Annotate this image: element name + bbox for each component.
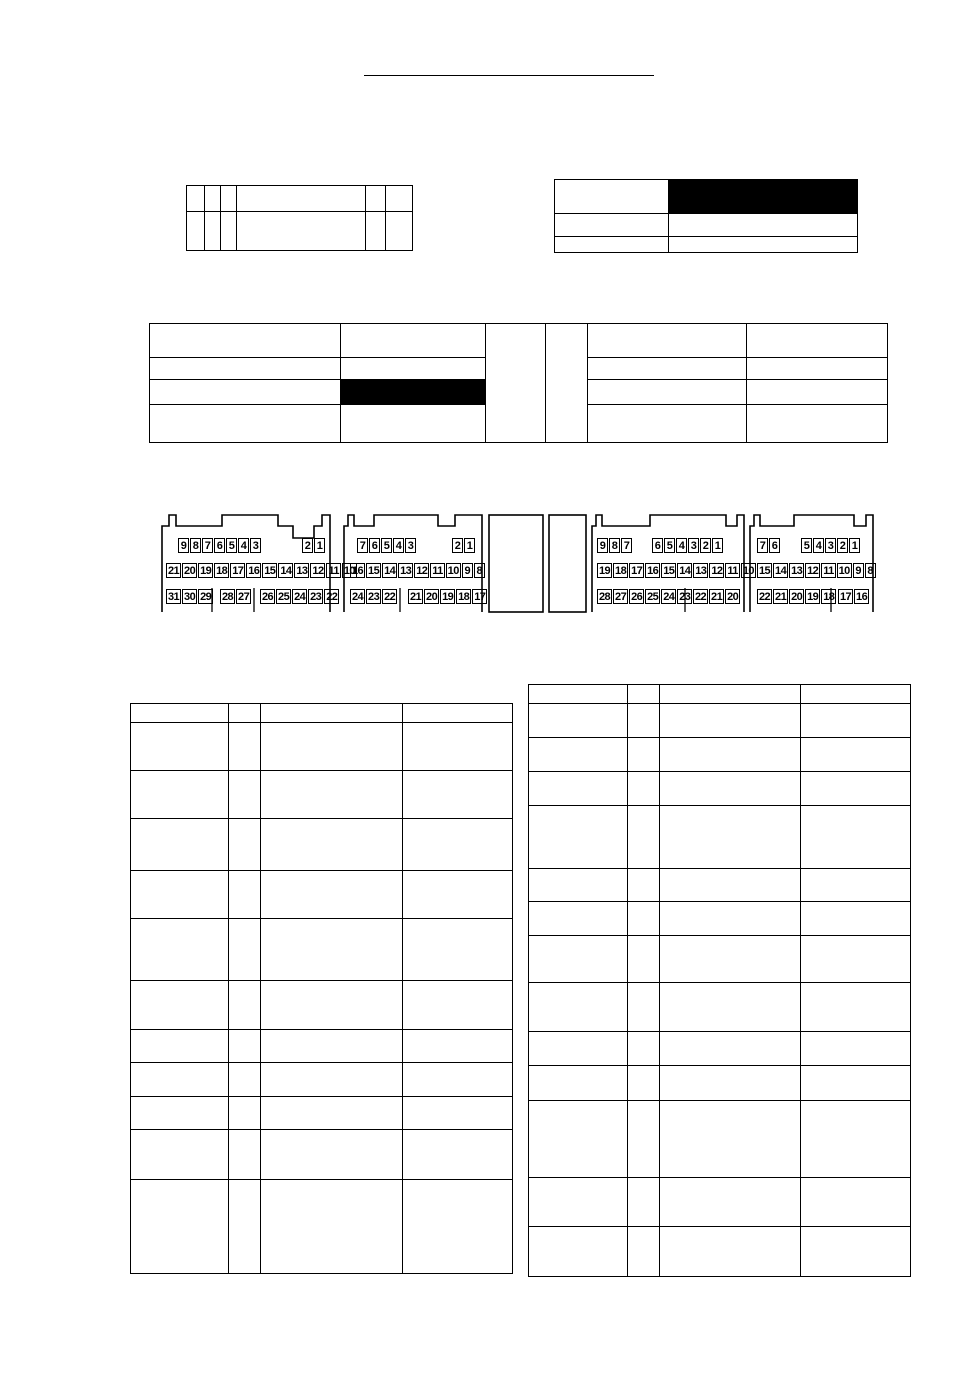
connector-pin: 1 (314, 538, 325, 553)
c3-row1b (652, 538, 723, 553)
cell (529, 1226, 628, 1276)
connector-pin: 22 (695, 591, 707, 603)
connector-pin: 3 (405, 538, 416, 553)
connector-pin: 6 (369, 538, 380, 553)
connector-pin: 13 (400, 565, 412, 577)
cell (801, 902, 911, 935)
cell (131, 870, 229, 918)
cell (403, 1179, 513, 1273)
cell (747, 404, 888, 442)
cell (261, 1179, 403, 1273)
connector-pin: 23 (368, 591, 380, 603)
cell (237, 212, 366, 251)
connector-pin: 14 (679, 565, 691, 577)
connector-pin: 11 (823, 565, 834, 577)
cell (628, 902, 660, 935)
cell (403, 704, 513, 723)
cell (229, 1097, 261, 1130)
connector-pin: 12 (807, 565, 819, 577)
cell (801, 1032, 911, 1065)
c2-row1 (357, 538, 416, 553)
c1-row3b (220, 589, 251, 604)
connector-pin: 19 (442, 591, 454, 603)
cell (150, 380, 341, 404)
cell (366, 186, 386, 212)
cell (403, 1130, 513, 1179)
cell (660, 738, 801, 771)
connector-pin: 10 (742, 565, 754, 577)
top-right-table (554, 179, 858, 253)
cell (403, 1097, 513, 1130)
cell (131, 918, 229, 980)
connector-pin: 24 (663, 591, 675, 603)
cell (747, 358, 888, 380)
connector-pin: 19 (200, 565, 212, 577)
c2-row3b (408, 589, 487, 604)
cell (403, 980, 513, 1029)
cell (628, 935, 660, 982)
cell (801, 982, 911, 1031)
connector-pin: 16 (248, 565, 260, 577)
cell (660, 805, 801, 868)
connector-pin: 1 (849, 538, 860, 553)
cell (229, 1063, 261, 1097)
cell (229, 1030, 261, 1063)
connector-pin: 1 (464, 538, 475, 553)
cell (660, 1032, 801, 1065)
connector-pin: 5 (226, 538, 237, 553)
connector-pin: 25 (647, 591, 659, 603)
connector-pin: 23 (679, 591, 691, 603)
connector-pin: 18 (615, 565, 627, 577)
connector-pin: 2 (837, 538, 848, 553)
connector-pin: 12 (312, 565, 324, 577)
connector-pin: 21 (711, 591, 723, 603)
merged-cell (546, 324, 588, 443)
cell (261, 870, 403, 918)
cell (529, 738, 628, 771)
cell (131, 980, 229, 1029)
cell (660, 1178, 801, 1226)
connector-pin: 24 (352, 591, 364, 603)
cell (660, 902, 801, 935)
cell (628, 1100, 660, 1178)
cell (187, 212, 205, 251)
connector-pin: 14 (280, 565, 292, 577)
connector-pin: 8 (190, 538, 201, 553)
cell (131, 704, 229, 723)
cell (529, 704, 628, 738)
connector-pin: 13 (695, 565, 707, 577)
connector-pin: 21 (168, 565, 180, 577)
cell (187, 186, 205, 212)
c3-row3b (693, 589, 740, 604)
cell (131, 1097, 229, 1130)
cell (529, 1100, 628, 1178)
connector-pin: 20 (184, 565, 196, 577)
connector-pin: 22 (384, 591, 396, 603)
cell (660, 935, 801, 982)
connector-pin: 3 (688, 538, 699, 553)
cell (403, 819, 513, 870)
c1-row3a (166, 589, 213, 604)
connector-pin: 2 (700, 538, 711, 553)
connector-pin: 11 (432, 565, 443, 577)
connector-pin: 10 (447, 565, 459, 577)
cell (801, 1178, 911, 1226)
connector-pin: 1 (712, 538, 723, 553)
connector-pin: 17 (840, 591, 852, 603)
connector-pin: 23 (310, 591, 322, 603)
cell (801, 738, 911, 771)
cell (660, 704, 801, 738)
cell (628, 1226, 660, 1276)
connector-pin: 6 (769, 538, 780, 553)
cell (660, 1100, 801, 1178)
cell (588, 404, 747, 442)
connector-pin: 14 (775, 565, 787, 577)
connector-pin: 20 (791, 591, 803, 603)
cell (588, 324, 747, 358)
connector-pin: 7 (357, 538, 368, 553)
cell (529, 982, 628, 1031)
cell (669, 214, 858, 237)
cell (555, 237, 669, 253)
cell (628, 685, 660, 704)
cell (261, 918, 403, 980)
blank-block-1 (489, 515, 543, 612)
cell (131, 1130, 229, 1179)
connector-pin: 27 (238, 591, 250, 603)
connector-pin: 31 (168, 591, 180, 603)
cell (628, 738, 660, 771)
connector-pin: 11 (328, 565, 339, 577)
cell (529, 1065, 628, 1100)
connector-pin: 20 (426, 591, 438, 603)
connector-pin: 15 (663, 565, 675, 577)
connector-pin: 8 (609, 538, 620, 553)
connector-pin: 4 (238, 538, 249, 553)
connector-pin: 10 (838, 565, 850, 577)
connector-pin: 12 (416, 565, 428, 577)
cell (150, 358, 341, 380)
cell (801, 869, 911, 902)
cell (261, 704, 403, 723)
cell (150, 404, 341, 442)
connector-pin: 30 (184, 591, 196, 603)
bottom-right-table (528, 684, 911, 1277)
cell (801, 935, 911, 982)
cell (801, 805, 911, 868)
cell (628, 805, 660, 868)
cell (261, 1130, 403, 1179)
cell (131, 1179, 229, 1273)
connector-pin: 6 (652, 538, 663, 553)
connector-pin: 7 (621, 538, 632, 553)
connector-pin: 11 (727, 565, 738, 577)
merged-cell (486, 324, 546, 443)
c2-row3a (350, 589, 397, 604)
cell (229, 918, 261, 980)
cell (221, 186, 237, 212)
cell (229, 771, 261, 819)
c1-row1b (302, 538, 325, 553)
connector-pin: 17 (631, 565, 643, 577)
cell (628, 1065, 660, 1100)
c2-row1b (452, 538, 475, 553)
cell (229, 704, 261, 723)
cell (366, 212, 386, 251)
cell (660, 1065, 801, 1100)
cell (261, 819, 403, 870)
black-cell (669, 180, 858, 214)
cell (386, 186, 413, 212)
cell (261, 1030, 403, 1063)
c4-row2 (757, 563, 876, 578)
c4-row1b (801, 538, 860, 553)
connector-pin: 14 (384, 565, 396, 577)
connector-pin: 2 (302, 538, 313, 553)
connector-pin: 22 (759, 591, 771, 603)
cell (341, 324, 486, 358)
black-cell (341, 380, 486, 404)
connector-pin: 16 (856, 591, 868, 603)
cell (801, 704, 911, 738)
top-left-table (186, 185, 413, 251)
cell (131, 819, 229, 870)
cell (403, 918, 513, 980)
cell (628, 982, 660, 1031)
connector-pin: 19 (807, 591, 819, 603)
connector-pin: 29 (200, 591, 212, 603)
connector-diagram (160, 512, 876, 614)
connector-pin: 20 (727, 591, 739, 603)
cell (237, 186, 366, 212)
connector-pin: 7 (757, 538, 768, 553)
c3-row1a (597, 538, 632, 553)
cell (529, 1178, 628, 1226)
cell (529, 869, 628, 902)
connector-pin: 9 (597, 538, 608, 553)
connector-pin: 17 (474, 591, 486, 603)
cell (529, 685, 628, 704)
connector-pin: 5 (381, 538, 392, 553)
connector-pin: 6 (214, 538, 225, 553)
cell (628, 704, 660, 738)
blank-block-2 (549, 515, 586, 612)
c3-row3a (597, 589, 692, 604)
c4-row1a (757, 538, 780, 553)
cell (660, 771, 801, 805)
middle-table (149, 323, 888, 443)
connector-pin: 12 (711, 565, 723, 577)
connector-pin: 28 (599, 591, 611, 603)
cell (555, 180, 669, 214)
connector-pin: 18 (216, 565, 228, 577)
cell (261, 723, 403, 771)
connector-pin: 5 (801, 538, 812, 553)
cell (628, 1178, 660, 1226)
connector-pin: 10 (343, 565, 355, 577)
connector-pin: 21 (410, 591, 422, 603)
cell (229, 980, 261, 1029)
connector-pin: 18 (823, 591, 835, 603)
cell (747, 324, 888, 358)
connector-pin: 2 (452, 538, 463, 553)
connector-pin: 9 (462, 563, 473, 578)
cell (747, 380, 888, 404)
connector-pin: 27 (615, 591, 627, 603)
connector-pin: 4 (676, 538, 687, 553)
cell (529, 805, 628, 868)
cell (628, 771, 660, 805)
cell (229, 819, 261, 870)
connector-pin: 22 (326, 591, 338, 603)
cell (229, 1179, 261, 1273)
c1-row1 (178, 538, 261, 553)
cell (341, 358, 486, 380)
cell (801, 1100, 911, 1178)
cell (403, 870, 513, 918)
connector-pin: 4 (813, 538, 824, 553)
cell (801, 771, 911, 805)
cell (529, 1032, 628, 1065)
title-underline (364, 75, 654, 76)
cell (205, 212, 221, 251)
cell (261, 980, 403, 1029)
cell (229, 1130, 261, 1179)
c2-row2 (350, 563, 485, 578)
cell (529, 771, 628, 805)
connector-pin: 21 (775, 591, 787, 603)
connector-pin: 18 (458, 591, 470, 603)
cell (801, 1065, 911, 1100)
connector-pin: 3 (825, 538, 836, 553)
cell (403, 771, 513, 819)
connector-pin: 15 (264, 565, 276, 577)
cell (660, 982, 801, 1031)
cell (229, 870, 261, 918)
connector-pin: 26 (631, 591, 643, 603)
connector-pin: 13 (791, 565, 803, 577)
cell (131, 1063, 229, 1097)
connector-pin: 25 (278, 591, 290, 603)
cell (660, 869, 801, 902)
cell (660, 1226, 801, 1276)
connector-pin: 15 (368, 565, 380, 577)
connector-pin: 15 (759, 565, 771, 577)
connector-pin: 8 (474, 563, 485, 578)
cell (555, 214, 669, 237)
cell (261, 1097, 403, 1130)
cell (131, 771, 229, 819)
connector-pin: 9 (853, 563, 864, 578)
connector-pin: 9 (178, 538, 189, 553)
connector-pin: 4 (393, 538, 404, 553)
connector-pin: 16 (352, 565, 364, 577)
cell (529, 902, 628, 935)
cell (131, 723, 229, 771)
connector-pin: 24 (294, 591, 306, 603)
cell (403, 1063, 513, 1097)
cell (261, 1063, 403, 1097)
cell (221, 212, 237, 251)
cell (628, 1032, 660, 1065)
c4-row3a (757, 589, 836, 604)
cell (403, 1030, 513, 1063)
cell (801, 1226, 911, 1276)
connector-pin: 26 (262, 591, 274, 603)
c4-row3b (838, 589, 869, 604)
connector-pin: 16 (647, 565, 659, 577)
connector-pin: 3 (250, 538, 261, 553)
cell (341, 404, 486, 442)
cell (801, 685, 911, 704)
c1-row2 (166, 563, 357, 578)
cell (588, 380, 747, 404)
c3-row2 (597, 563, 756, 578)
cell (660, 685, 801, 704)
bottom-left-table (130, 703, 513, 1274)
cell (229, 723, 261, 771)
cell (261, 771, 403, 819)
connector-pin: 19 (599, 565, 611, 577)
connector-pin: 13 (296, 565, 308, 577)
connector-pin: 5 (664, 538, 675, 553)
connector-pin: 7 (202, 538, 213, 553)
cell (403, 723, 513, 771)
connector-pin: 17 (232, 565, 244, 577)
cell (131, 1030, 229, 1063)
c1-row3c (260, 589, 339, 604)
cell (529, 935, 628, 982)
cell (588, 358, 747, 380)
connector-pin: 28 (222, 591, 234, 603)
cell (386, 212, 413, 251)
cell (628, 869, 660, 902)
cell (669, 237, 858, 253)
cell (150, 324, 341, 358)
connector-pin: 8 (865, 563, 876, 578)
cell (205, 186, 221, 212)
